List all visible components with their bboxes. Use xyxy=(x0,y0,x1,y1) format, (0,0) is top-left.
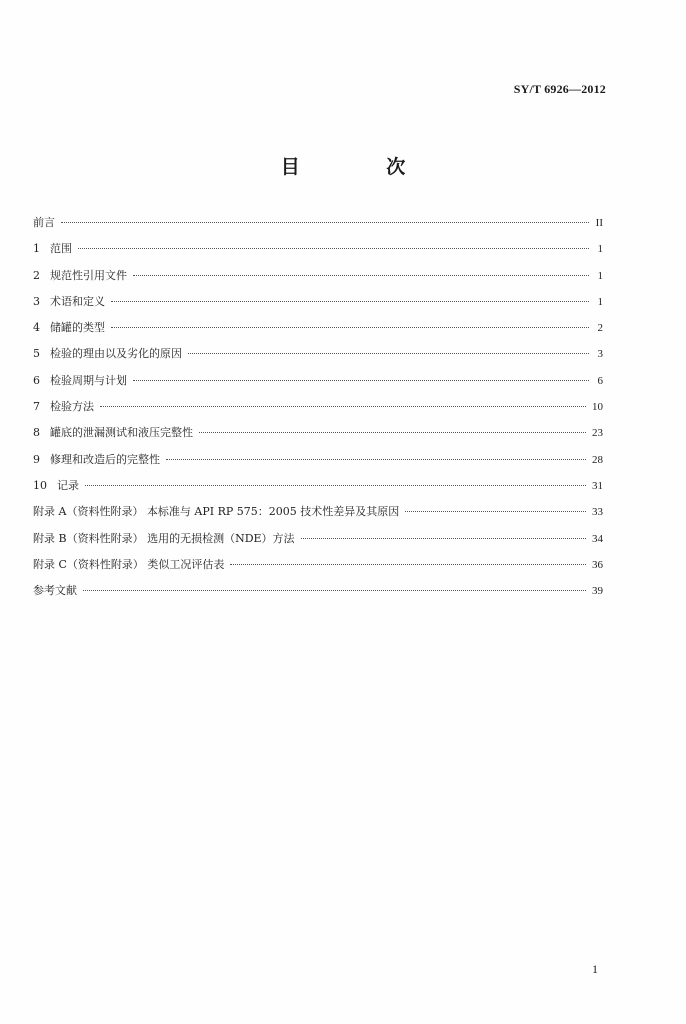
toc-entry-label: 参考文献 xyxy=(33,584,77,598)
toc-entry-page: 36 xyxy=(592,558,603,571)
dot-leader xyxy=(166,459,586,460)
toc-entry-page: 6 xyxy=(597,374,603,387)
toc-entry-label: 储罐的类型 xyxy=(50,321,105,335)
toc-entry-page: 28 xyxy=(592,453,603,466)
dot-leader xyxy=(83,590,586,591)
toc-entry-annex-b[interactable] xyxy=(33,530,603,556)
toc-entry-page: 3 xyxy=(597,348,603,361)
toc-entry-number: 1 xyxy=(33,242,40,256)
toc-entry-label: 范围 xyxy=(50,242,72,256)
toc-entry-label: 附录 C（资料性附录） 类似工况评估表 xyxy=(33,557,225,571)
dot-leader xyxy=(133,380,589,381)
toc-entry-annex-c[interactable] xyxy=(33,556,603,582)
dot-leader xyxy=(78,248,589,249)
toc-entry-page: 23 xyxy=(592,427,603,440)
dot-leader xyxy=(301,538,586,539)
toc-entry-number: 9 xyxy=(33,452,40,466)
toc-entry-label: 前言 xyxy=(33,216,55,229)
toc-entry-page: 31 xyxy=(592,479,603,492)
toc-entry-6[interactable] xyxy=(33,372,603,398)
toc-entry-page: 1 xyxy=(597,269,603,282)
toc-entry-label: 记录 xyxy=(57,478,79,492)
dot-leader xyxy=(133,275,589,276)
toc-entry-page: 39 xyxy=(592,585,603,598)
toc-entry-label: 检验周期与计划 xyxy=(50,373,127,387)
page-number: 1 xyxy=(592,962,598,976)
toc-entry-1[interactable] xyxy=(33,240,603,266)
toc-entry-page: 33 xyxy=(592,506,603,519)
toc-entry-page: 10 xyxy=(592,401,603,414)
toc-entry-7[interactable] xyxy=(33,398,603,424)
toc-entry-label: 修理和改造后的完整性 xyxy=(50,452,160,466)
toc-entry-label: 规范性引用文件 xyxy=(50,268,127,282)
toc-entry-4[interactable] xyxy=(33,319,603,345)
dot-leader xyxy=(405,511,586,512)
toc-entry-9[interactable] xyxy=(33,451,603,477)
toc-entry-10[interactable] xyxy=(33,477,603,503)
toc-entry-number: 5 xyxy=(33,347,40,361)
dot-leader xyxy=(85,485,586,486)
toc-entry-page: 2 xyxy=(597,322,603,335)
toc-entry-number: 2 xyxy=(33,268,40,282)
toc-entry-5[interactable] xyxy=(33,345,603,371)
toc-entry-label: 罐底的泄漏测试和液压完整性 xyxy=(50,426,193,440)
toc-entry-number: 4 xyxy=(33,321,40,335)
toc-entry-number: 6 xyxy=(33,373,40,387)
toc-entry-3[interactable] xyxy=(33,293,603,319)
toc-entry-number: 8 xyxy=(33,426,40,440)
toc-entry-page: 1 xyxy=(597,243,603,256)
toc-entry-foreword[interactable] xyxy=(33,214,603,240)
toc-entry-page: 1 xyxy=(597,295,603,308)
dot-leader xyxy=(111,327,589,328)
toc-entry-label: 附录 A（资料性附录） 本标准与 API RP 575：2005 技术性差异及其原因 xyxy=(33,505,400,519)
toc-entry-number: 3 xyxy=(33,294,40,308)
toc-entry-annex-a[interactable] xyxy=(33,503,603,529)
toc-entry-label: 术语和定义 xyxy=(50,294,105,308)
toc-entry-label: 检验的理由以及劣化的原因 xyxy=(50,347,182,361)
toc-entry-label: 检验方法 xyxy=(50,400,94,414)
toc-entry-2[interactable] xyxy=(33,267,603,293)
dot-leader xyxy=(61,222,589,223)
toc-entry-8[interactable] xyxy=(33,424,603,450)
page-title: 目 次 xyxy=(280,156,446,178)
toc-entry-page: 34 xyxy=(592,532,603,545)
dot-leader xyxy=(199,432,586,433)
dot-leader xyxy=(188,353,589,354)
toc-entry-number: 7 xyxy=(33,400,40,414)
toc-entry-page: II xyxy=(595,217,603,229)
standard-code: SY/T 6926—2012 xyxy=(513,82,606,96)
dot-leader xyxy=(100,406,586,407)
dot-leader xyxy=(230,564,586,565)
table-of-contents xyxy=(33,214,603,608)
toc-entry-label: 附录 B（资料性附录） 选用的无损检测（NDE）方法 xyxy=(33,531,295,545)
toc-entry-references[interactable] xyxy=(33,582,603,608)
toc-entry-number: 10 xyxy=(33,478,47,492)
dot-leader xyxy=(111,301,589,302)
